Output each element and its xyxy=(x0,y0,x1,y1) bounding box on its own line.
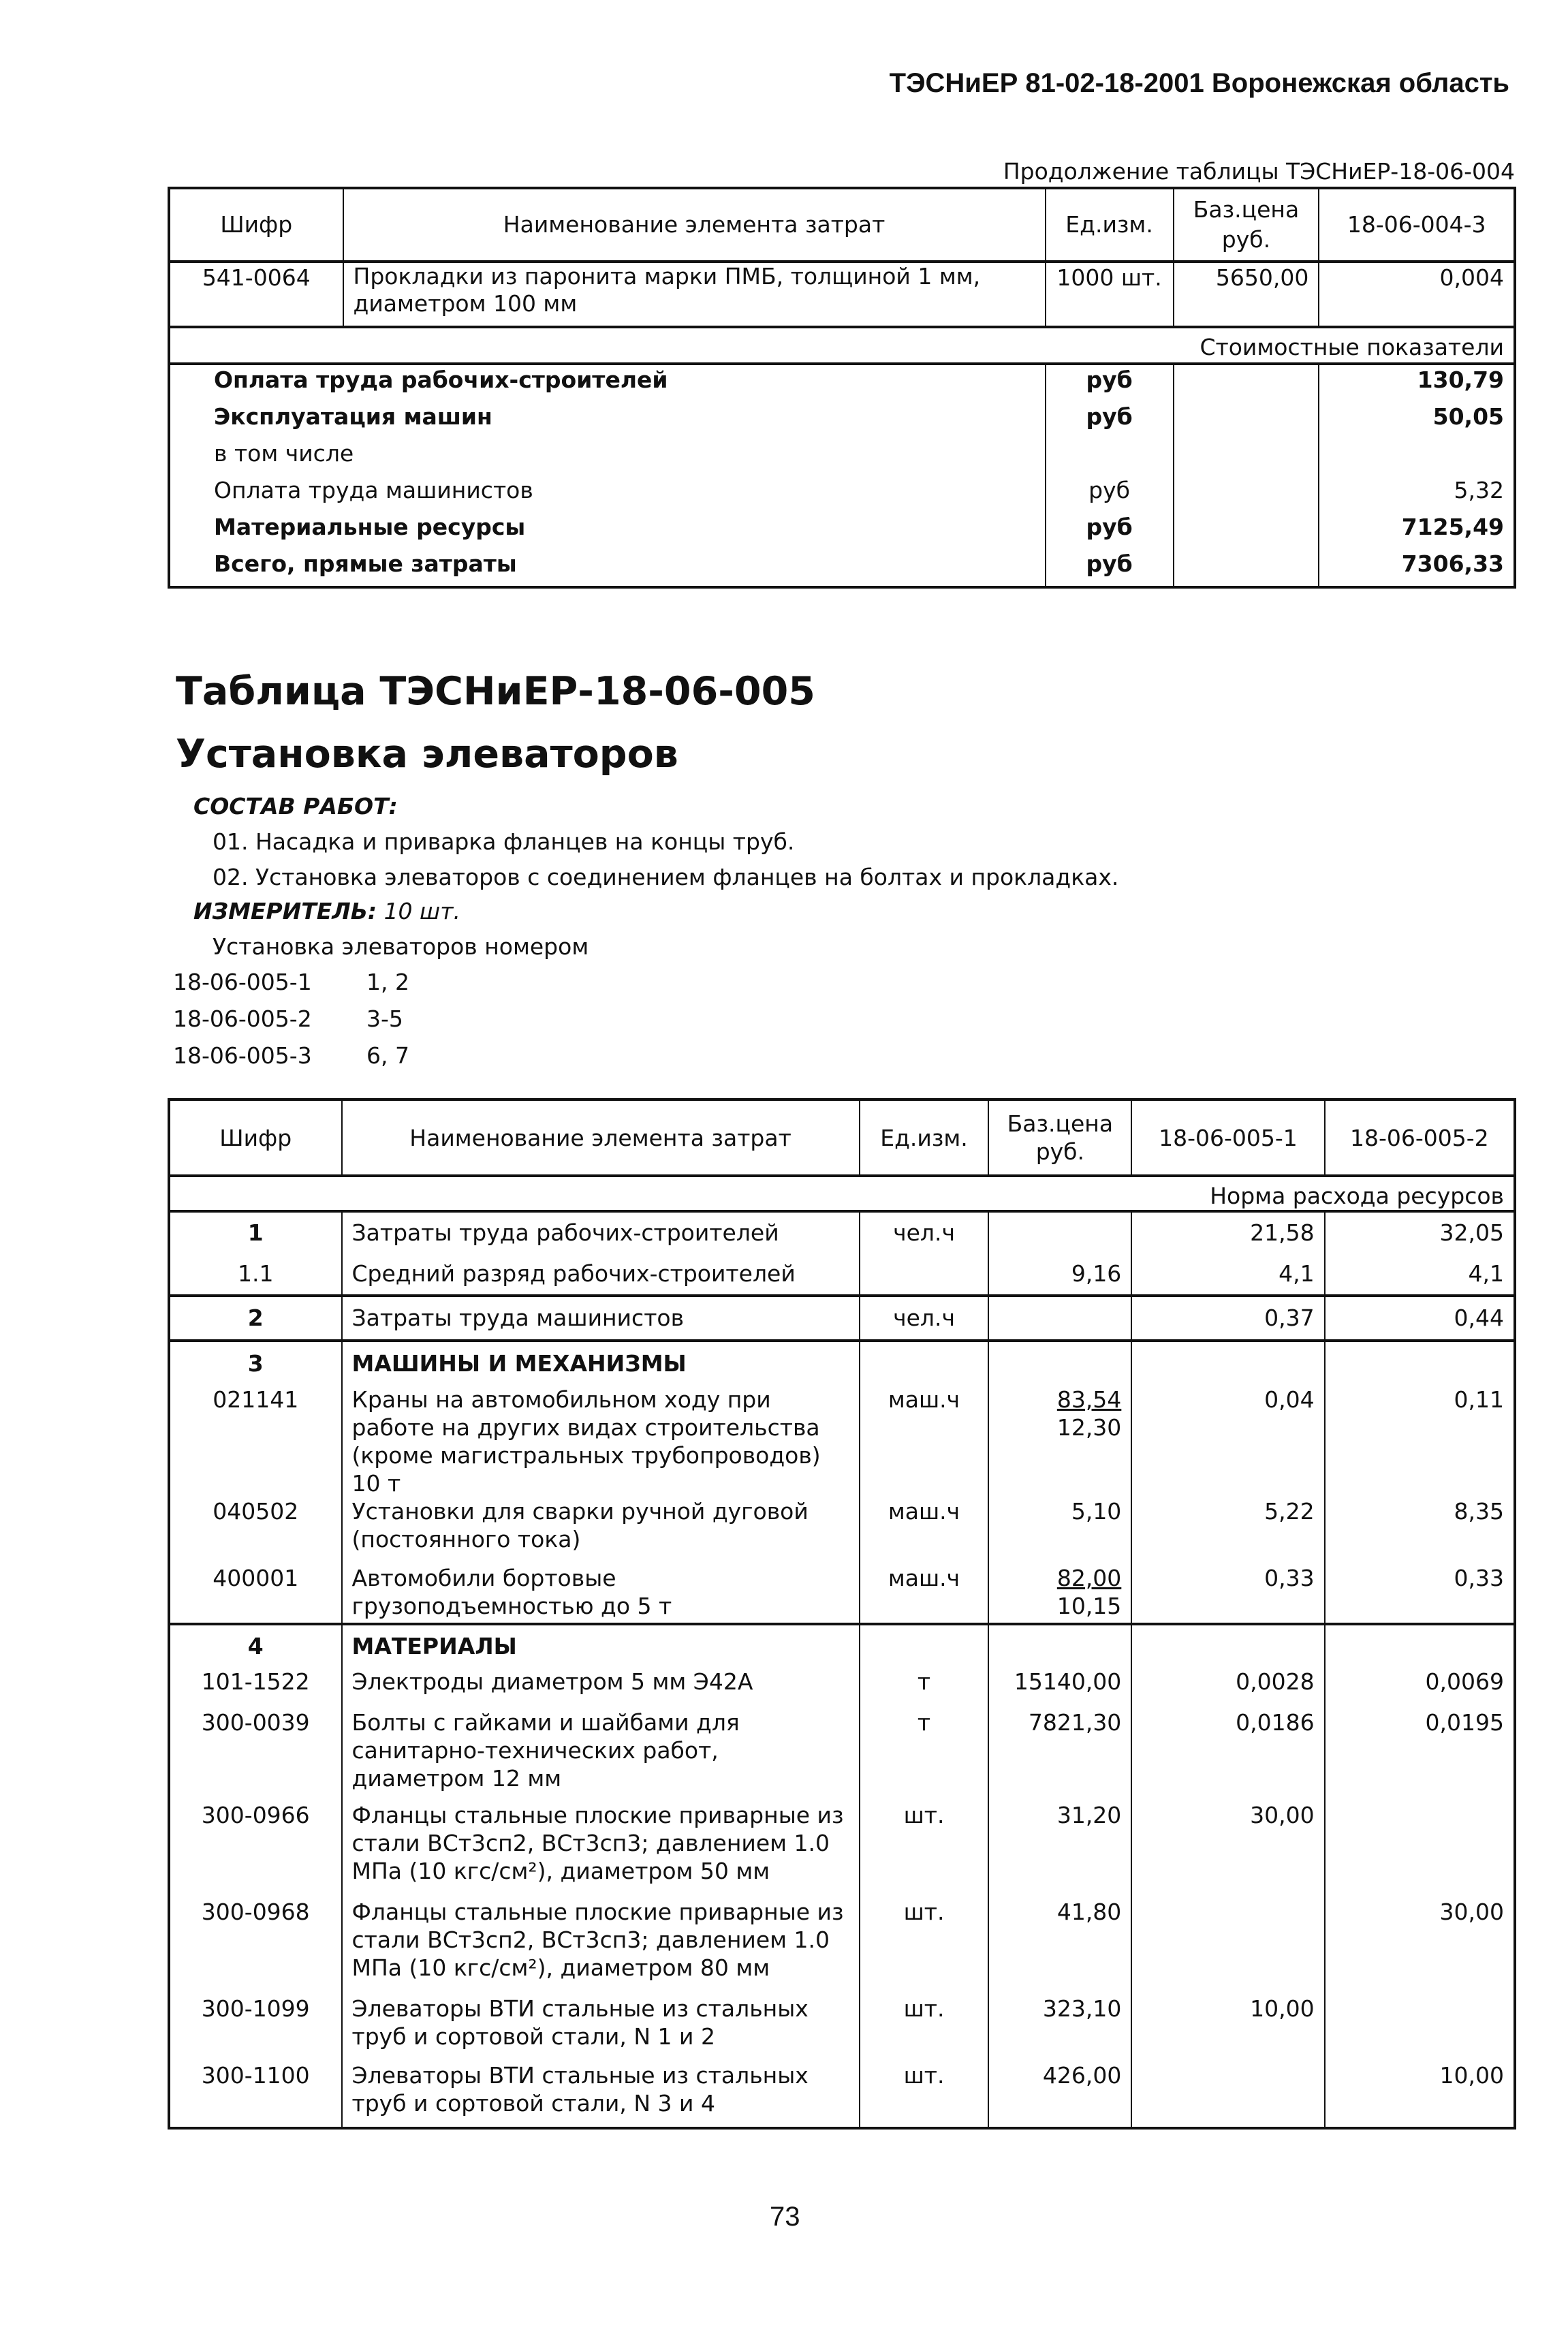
install-code: 18-06-005-3 xyxy=(173,1042,312,1069)
cell-price-a: 83,54 xyxy=(1056,1386,1122,1413)
cell-value-1: 5,22 xyxy=(1131,1497,1324,1564)
install-code: 18-06-005-1 xyxy=(173,969,312,995)
cell-code: 300-1100 xyxy=(201,2062,310,2089)
cell-code: 040502 xyxy=(213,1498,299,1525)
cell-value-2: 4,1 xyxy=(1325,1253,1515,1296)
cell-code: 3 xyxy=(169,1341,342,1386)
cell-value-1: 0,33 xyxy=(1131,1564,1324,1624)
section-label: Стоимостные показатели xyxy=(169,327,1515,364)
table-row xyxy=(169,1668,1515,1709)
cell-price: 9,16 xyxy=(988,1253,1131,1296)
table-row xyxy=(169,1211,1515,1253)
table-18-06-005 xyxy=(168,1098,1516,2130)
cell-price: 7821,30 xyxy=(988,1709,1131,1801)
cell-name: Элеваторы ВТИ стальные из стальных труб и сортовой стали, N 3 и 4 xyxy=(342,2061,860,2128)
table-header-row xyxy=(169,188,1515,262)
cell-name: Установки для сварки ручной дуговой (постоянного тока) xyxy=(342,1497,860,1564)
install-code: 18-06-005-2 xyxy=(173,1005,312,1032)
summary-unit: руб xyxy=(1046,512,1174,549)
table-row xyxy=(169,1386,1515,1497)
cell-name: Элеваторы ВТИ стальные из стальных труб и сортовой стали, N 1 и 2 xyxy=(342,1995,860,2061)
header-price: Баз.цена руб. xyxy=(988,1099,1131,1176)
cell-name: Автомобили бортовые грузоподъемностью до 5 т xyxy=(342,1564,860,1624)
cell-unit: т xyxy=(860,1709,989,1801)
page-number: 73 xyxy=(770,2202,800,2232)
cell-value-1: 4,1 xyxy=(1131,1253,1324,1296)
cell-value-1: 0,04 xyxy=(1131,1386,1324,1497)
cell-value-2: 0,44 xyxy=(1325,1296,1515,1341)
cell-name: МАШИНЫ И МЕХАНИЗМЫ xyxy=(342,1341,860,1386)
cell-value-2: 0,11 xyxy=(1325,1386,1515,1497)
cell-name: Средний разряд рабочих-строителей xyxy=(342,1253,860,1296)
table-18-06-004-continued xyxy=(168,187,1516,589)
summary-label: Материальные ресурсы xyxy=(214,514,526,540)
cell-name: МАТЕРИАЛЫ xyxy=(342,1624,860,1668)
cell-name: Прокладки из паронита марки ПМБ, толщиной 1 мм, диаметром 100 мм xyxy=(343,262,1046,327)
table-row xyxy=(169,1709,1515,1801)
header-code: Шифр xyxy=(169,188,343,262)
summary-label: Эксплуатация машин xyxy=(214,403,492,430)
meter-line xyxy=(193,898,460,924)
meter-value: 10 шт. xyxy=(383,898,460,924)
cell-name: Краны на автомобильном ходу при работе на других видах строительства (кроме магистральных трубопроводов) 10 т xyxy=(342,1386,860,1497)
cell-unit: 1000 шт. xyxy=(1046,262,1174,327)
install-nums: 6, 7 xyxy=(366,1042,409,1069)
table-row xyxy=(169,1296,1515,1341)
cell-price: 41,80 xyxy=(988,1898,1131,1995)
cell-price: 31,20 xyxy=(988,1801,1131,1898)
summary-label: Всего, прямые затраты xyxy=(214,550,517,577)
table-row xyxy=(169,1497,1515,1564)
install-nums: 1, 2 xyxy=(366,969,409,995)
cell-value-1: 0,0186 xyxy=(1131,1709,1324,1801)
cell-code: 4 xyxy=(169,1624,342,1668)
summary-value: 7125,49 xyxy=(1319,512,1515,549)
summary-unit: руб xyxy=(1046,475,1174,512)
table-header-row xyxy=(169,1099,1515,1176)
summary-unit: руб xyxy=(1046,549,1174,587)
install-label: Установка элеваторов номером xyxy=(213,933,589,960)
section-label: Норма расхода ресурсов xyxy=(169,1176,1515,1211)
cell-code: 541-0064 xyxy=(202,264,311,291)
summary-label: в том числе xyxy=(214,440,354,467)
cell-price xyxy=(988,1296,1131,1341)
cell-price: 323,10 xyxy=(988,1995,1131,2061)
cell-value-1: 0,0028 xyxy=(1131,1668,1324,1709)
cell-price: 15140,00 xyxy=(988,1668,1131,1709)
table-row xyxy=(169,262,1515,327)
table-row xyxy=(169,1801,1515,1898)
table-subtitle: Установка элеваторов xyxy=(176,732,678,777)
summary-row xyxy=(169,549,1515,587)
cell-name: Электроды диаметром 5 мм Э42А xyxy=(342,1668,860,1709)
cell-unit: шт. xyxy=(860,1995,989,2061)
cell-value-1: 10,00 xyxy=(1131,1995,1324,2061)
meter-label: ИЗМЕРИТЕЛЬ: xyxy=(193,898,377,924)
cell-unit: шт. xyxy=(860,1801,989,1898)
summary-value: 7306,33 xyxy=(1319,549,1515,587)
install-nums: 3-5 xyxy=(366,1005,403,1032)
cell-code: 021141 xyxy=(213,1386,299,1413)
cell-name: Болты с гайками и шайбами для санитарно-технических работ, диаметром 12 мм xyxy=(342,1709,860,1801)
group-row xyxy=(169,1624,1515,1668)
header-code: Шифр xyxy=(169,1099,342,1176)
header-name: Наименование элемента затрат xyxy=(342,1099,860,1176)
summary-row xyxy=(169,439,1515,475)
summary-row xyxy=(169,364,1515,402)
table-row xyxy=(169,1898,1515,1995)
summary-unit: руб xyxy=(1046,402,1174,439)
cell-price-a: 82,00 xyxy=(1056,1565,1122,1591)
cell-value-2: 0,0195 xyxy=(1325,1709,1515,1801)
cell-code: 300-0039 xyxy=(201,1709,310,1736)
summary-value: 5,32 xyxy=(1319,475,1515,512)
cell-code: 2 xyxy=(169,1296,342,1341)
table-title: Таблица ТЭСНиЕР-18-06-005 xyxy=(176,669,815,714)
cell-value-1 xyxy=(1131,1898,1324,1995)
cell-unit: т xyxy=(860,1668,989,1709)
cell-value-2: 30,00 xyxy=(1325,1898,1515,1995)
work-item: 01. Насадка и приварка фланцев на концы труб. xyxy=(213,828,795,855)
table-row xyxy=(169,1253,1515,1296)
section-row xyxy=(169,1176,1515,1211)
summary-value: 50,05 xyxy=(1319,402,1515,439)
cell-value-1 xyxy=(1131,2061,1324,2128)
header-norm-1: 18-06-005-1 xyxy=(1131,1099,1324,1176)
cell-price: 5,10 xyxy=(988,1497,1131,1564)
group-row xyxy=(169,1341,1515,1386)
table-continuation-note: Продолжение таблицы ТЭСНиЕР-18-06-004 xyxy=(1003,158,1515,185)
summary-row xyxy=(169,475,1515,512)
cell-price xyxy=(988,1211,1131,1253)
cell-value-1: 30,00 xyxy=(1131,1801,1324,1898)
cell-value-1: 21,58 xyxy=(1131,1211,1324,1253)
cell-price-b: 10,15 xyxy=(1056,1593,1122,1619)
cell-name: Фланцы стальные плоские приварные из стали ВСт3сп2, ВСт3сп3; давлением 1.0 МПа (10 кгс/см²), диаметром 80 мм xyxy=(342,1898,860,1995)
cell-value-2 xyxy=(1325,1995,1515,2061)
header-unit: Ед.изм. xyxy=(1046,188,1174,262)
cell-code: 1 xyxy=(247,1219,264,1246)
header-price: Баз.цена руб. xyxy=(1174,188,1319,262)
cell-name: Затраты труда рабочих-строителей xyxy=(342,1211,860,1253)
cell-code: 300-1099 xyxy=(201,1995,310,2022)
cell-value-2: 10,00 xyxy=(1325,2061,1515,2128)
summary-label: Оплата труда машинистов xyxy=(214,477,533,503)
cell-value: 0,004 xyxy=(1319,262,1515,327)
cell-unit: маш.ч xyxy=(860,1497,989,1564)
header-norm-2: 18-06-005-2 xyxy=(1325,1099,1515,1176)
summary-row xyxy=(169,402,1515,439)
cell-value-1: 0,37 xyxy=(1131,1296,1324,1341)
summary-row xyxy=(169,512,1515,549)
cell-unit: маш.ч xyxy=(860,1564,989,1624)
cell-unit: шт. xyxy=(860,1898,989,1995)
cell-value-2 xyxy=(1325,1801,1515,1898)
table-row xyxy=(169,1995,1515,2061)
cell-price: 426,00 xyxy=(988,2061,1131,2128)
cell-value-2: 8,35 xyxy=(1325,1497,1515,1564)
cell-code: 300-0968 xyxy=(201,1899,310,1925)
header-unit: Ед.изм. xyxy=(860,1099,989,1176)
work-composition-label: СОСТАВ РАБОТ: xyxy=(193,793,398,820)
header-name: Наименование элемента затрат xyxy=(343,188,1046,262)
table-row xyxy=(169,1564,1515,1624)
cell-value-2: 0,33 xyxy=(1325,1564,1515,1624)
cell-value-2: 0,0069 xyxy=(1325,1668,1515,1709)
header-norm: 18-06-004-3 xyxy=(1319,188,1515,262)
cell-code: 1.1 xyxy=(238,1260,274,1287)
cell-value-2: 32,05 xyxy=(1325,1211,1515,1253)
cell-unit xyxy=(860,1253,989,1296)
page-header: ТЭСНиЕР 81-02-18-2001 Воронежская область xyxy=(889,68,1509,98)
cell-unit: маш.ч xyxy=(860,1386,989,1497)
table-row xyxy=(169,2061,1515,2128)
cell-code: 400001 xyxy=(213,1565,299,1591)
cell-name: Затраты труда машинистов xyxy=(342,1296,860,1341)
cell-price-b: 12,30 xyxy=(1056,1414,1122,1441)
summary-unit: руб xyxy=(1046,364,1174,402)
work-item: 02. Установка элеваторов с соединением фланцев на болтах и прокладках. xyxy=(213,864,1119,890)
cell-code: 101-1522 xyxy=(201,1668,310,1695)
cell-name: Фланцы стальные плоские приварные из стали ВСт3сп2, ВСт3сп3; давлением 1.0 МПа (10 кгс/см²), диаметром 50 мм xyxy=(342,1801,860,1898)
section-row xyxy=(169,327,1515,364)
cell-code: 300-0966 xyxy=(201,1802,310,1828)
cell-unit: чел.ч xyxy=(860,1211,989,1253)
summary-label: Оплата труда рабочих-строителей xyxy=(169,364,1046,402)
cell-price: 5650,00 xyxy=(1174,262,1319,327)
cell-unit: чел.ч xyxy=(860,1296,989,1341)
summary-value: 130,79 xyxy=(1319,364,1515,402)
cell-unit: шт. xyxy=(860,2061,989,2128)
